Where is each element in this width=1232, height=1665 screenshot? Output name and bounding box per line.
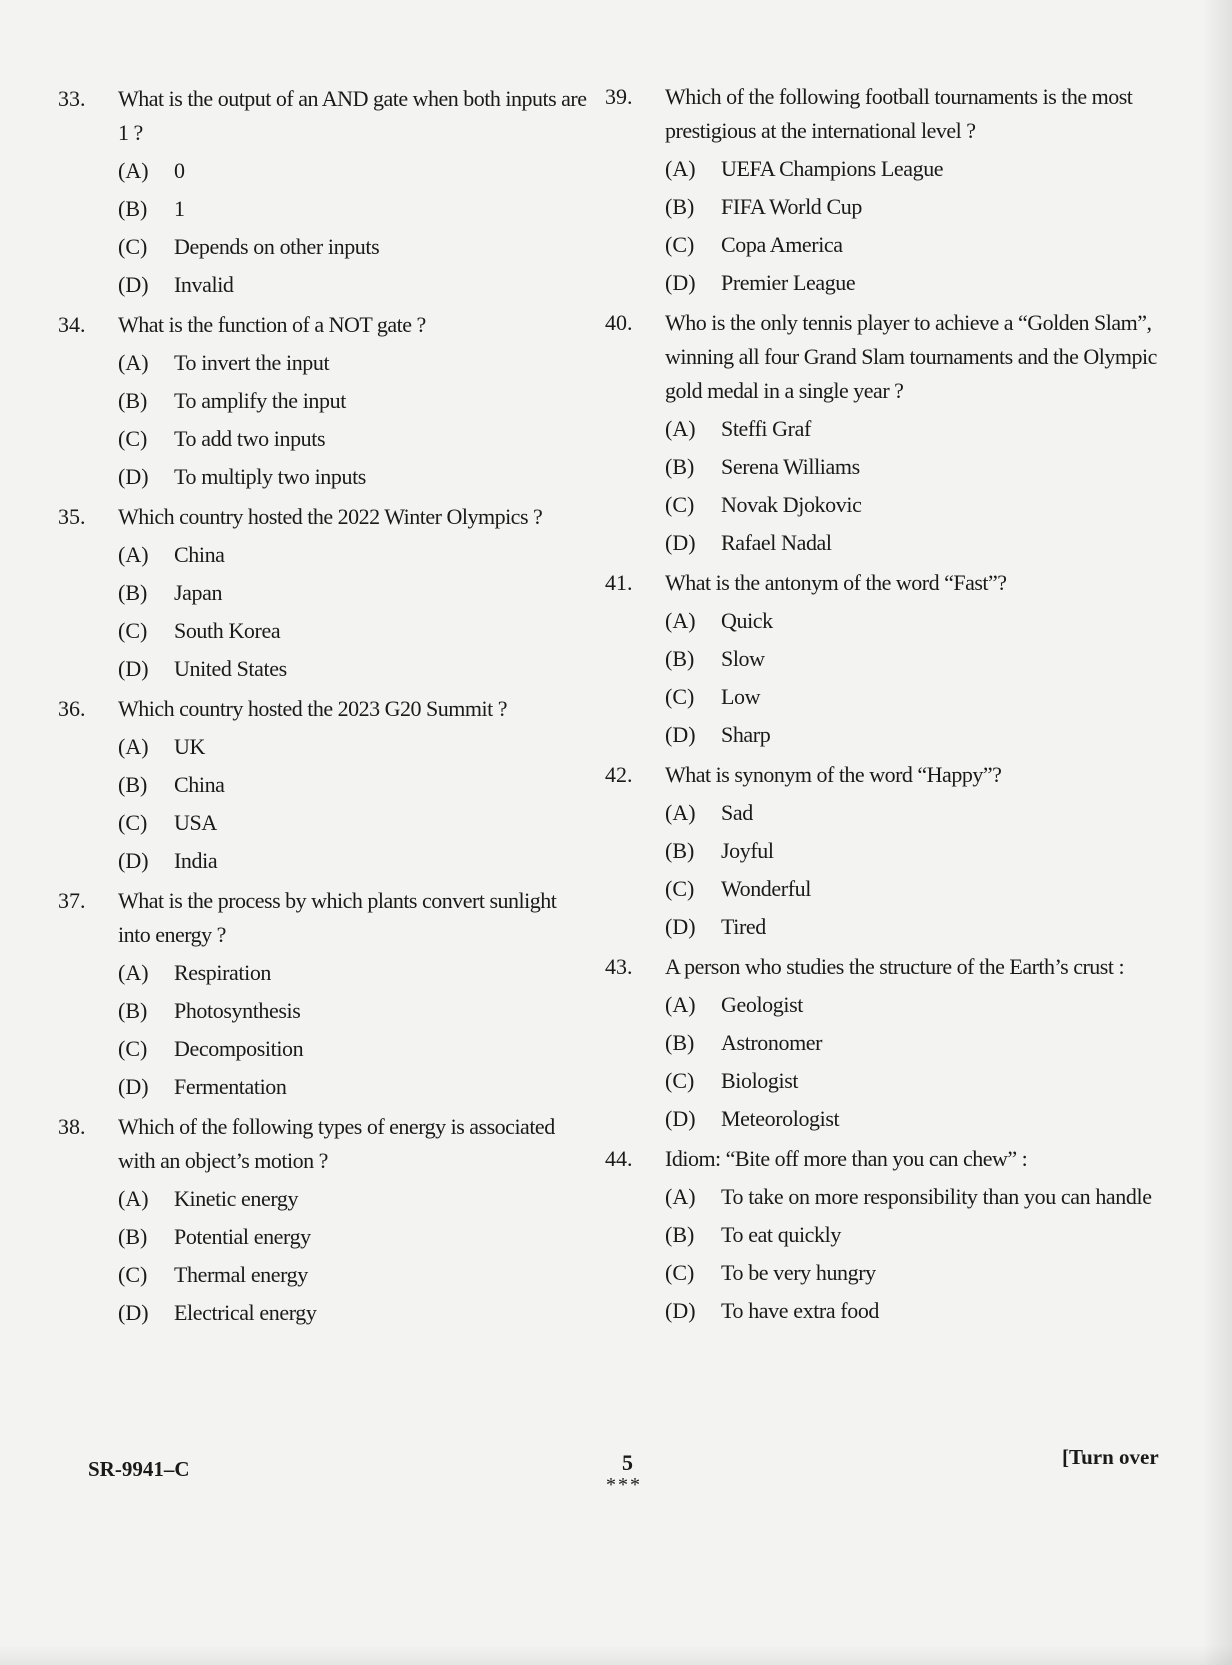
- question-header: [58, 884, 588, 952]
- option-text: China: [174, 772, 225, 797]
- option-text: UK: [174, 734, 205, 759]
- question-number: 44.: [605, 1146, 633, 1171]
- option-letter: (C): [118, 426, 148, 451]
- question-header: [58, 692, 588, 726]
- option-letter: (B): [118, 580, 148, 605]
- option-letter: (B): [665, 1222, 695, 1247]
- option-text: To multiply two inputs: [174, 464, 366, 489]
- option-letter: (C): [118, 810, 148, 835]
- option-text: Joyful: [721, 838, 774, 863]
- answer-option: [118, 230, 588, 264]
- question-text: Which of the following football tournaments is the most prestigious at the international level ?: [665, 84, 1133, 143]
- option-text: Photosynthesis: [174, 998, 301, 1023]
- option-letter: (D): [118, 656, 149, 681]
- option-letter: (B): [118, 388, 148, 413]
- option-text: Quick: [721, 608, 773, 633]
- question-text: Which of the following types of energy is associated with an object’s motion ?: [118, 1114, 555, 1173]
- question-text: What is the function of a NOT gate ?: [118, 312, 426, 337]
- option-text: Meteorologist: [721, 1106, 840, 1131]
- option-text: South Korea: [174, 618, 281, 643]
- question-header: [605, 758, 1175, 792]
- question-item: [58, 884, 588, 1104]
- option-text: Sad: [721, 800, 753, 825]
- answer-option: [665, 1256, 1175, 1290]
- option-text: UEFA Champions League: [721, 156, 944, 181]
- question-item: [58, 308, 588, 494]
- option-letter: (C): [665, 1068, 695, 1093]
- option-letter: (A): [665, 992, 696, 1017]
- option-letter: (B): [665, 1030, 695, 1055]
- question-item: [58, 500, 588, 686]
- question-text: What is the antonym of the word “Fast”?: [665, 570, 1007, 595]
- option-text: Wonderful: [721, 876, 811, 901]
- answer-option: [118, 346, 588, 380]
- answer-option: [665, 1064, 1175, 1098]
- option-letter: (C): [665, 492, 695, 517]
- option-text: Electrical energy: [174, 1300, 317, 1325]
- answer-option: [118, 576, 588, 610]
- option-letter: (B): [665, 194, 695, 219]
- answer-option: [665, 1102, 1175, 1136]
- question-number: 39.: [605, 84, 633, 109]
- answer-option: [665, 266, 1175, 300]
- option-text: Slow: [721, 646, 765, 671]
- option-text: Japan: [174, 580, 223, 605]
- option-letter: (A): [665, 156, 696, 181]
- question-item: [605, 758, 1175, 944]
- option-letter: (B): [665, 646, 695, 671]
- option-text: Fermentation: [174, 1074, 287, 1099]
- answer-option: [665, 872, 1175, 906]
- option-text: To take on more responsibility than you can handle: [721, 1184, 1152, 1209]
- question-text: What is the process by which plants convert sunlight into energy ?: [118, 888, 557, 947]
- option-letter: (D): [118, 1300, 149, 1325]
- answer-option: [665, 1218, 1175, 1252]
- option-text: Novak Djokovic: [721, 492, 862, 517]
- answer-option: [665, 834, 1175, 868]
- question-text: Which country hosted the 2023 G20 Summit ?: [118, 696, 507, 721]
- question-item: [58, 82, 588, 302]
- option-text: To eat quickly: [721, 1222, 841, 1247]
- answer-option: [665, 642, 1175, 676]
- option-text: To have extra food: [721, 1298, 880, 1323]
- question-header: [605, 306, 1175, 408]
- option-letter: (D): [665, 1106, 696, 1131]
- question-item: [605, 1142, 1175, 1328]
- page-edge-shadow: [1202, 0, 1232, 1665]
- page-bottom-shadow: [0, 1645, 1232, 1665]
- question-item: [605, 566, 1175, 752]
- question-header: [58, 1110, 588, 1178]
- question-text: What is the output of an AND gate when both inputs are 1 ?: [118, 86, 587, 145]
- option-letter: (C): [118, 618, 148, 643]
- page-number: 5: [622, 1450, 633, 1475]
- question-number: 36.: [58, 696, 86, 721]
- option-text: Steffi Graf: [721, 416, 811, 441]
- option-text: Tired: [721, 914, 766, 939]
- answer-option: [665, 488, 1175, 522]
- option-text: USA: [174, 810, 217, 835]
- option-letter: (C): [118, 1036, 148, 1061]
- option-text: 0: [174, 158, 185, 183]
- option-text: To add two inputs: [174, 426, 326, 451]
- answer-option: [665, 910, 1175, 944]
- answer-option: [118, 1296, 588, 1330]
- question-item: [605, 306, 1175, 560]
- question-header: [58, 82, 588, 150]
- paper-code: SR-9941–C: [88, 1457, 190, 1481]
- option-letter: (B): [665, 838, 695, 863]
- option-text: Kinetic energy: [174, 1186, 299, 1211]
- option-text: Low: [721, 684, 761, 709]
- option-text: Geologist: [721, 992, 803, 1017]
- option-text: To amplify the input: [174, 388, 346, 413]
- question-number: 37.: [58, 888, 86, 913]
- option-letter: (D): [665, 530, 696, 555]
- option-letter: (A): [665, 608, 696, 633]
- answer-option: [118, 956, 588, 990]
- answer-option: [118, 652, 588, 686]
- question-item: [58, 692, 588, 878]
- option-letter: (D): [665, 270, 696, 295]
- option-letter: (D): [118, 1074, 149, 1099]
- turn-over-note: [Turn over: [1062, 1445, 1159, 1469]
- option-letter: (A): [665, 416, 696, 441]
- answer-option: [118, 268, 588, 302]
- question-item: [58, 1110, 588, 1330]
- option-letter: (C): [665, 876, 695, 901]
- option-letter: (D): [665, 722, 696, 747]
- question-number: 43.: [605, 954, 633, 979]
- answer-option: [118, 614, 588, 648]
- answer-option: [665, 526, 1175, 560]
- left-question-column: [58, 82, 588, 1336]
- option-text: Sharp: [721, 722, 771, 747]
- answer-option: [118, 1258, 588, 1292]
- option-text: Serena Williams: [721, 454, 860, 479]
- question-header: [605, 566, 1175, 600]
- option-text: United States: [174, 656, 287, 681]
- answer-option: [118, 460, 588, 494]
- option-letter: (A): [118, 350, 149, 375]
- option-text: Invalid: [174, 272, 234, 297]
- question-header: [58, 500, 588, 534]
- option-text: FIFA World Cup: [721, 194, 862, 219]
- answer-option: [118, 730, 588, 764]
- option-text: To be very hungry: [721, 1260, 876, 1285]
- answer-option: [118, 422, 588, 456]
- option-text: Astronomer: [721, 1030, 823, 1055]
- answer-option: [665, 1180, 1175, 1214]
- question-item: [605, 950, 1175, 1136]
- option-letter: (D): [118, 272, 149, 297]
- answer-option: [665, 412, 1175, 446]
- option-letter: (A): [118, 542, 149, 567]
- answer-option: [665, 718, 1175, 752]
- end-stars: ***: [606, 1474, 642, 1496]
- question-text: What is synonym of the word “Happy”?: [665, 762, 1002, 787]
- option-letter: (D): [118, 464, 149, 489]
- answer-option: [118, 538, 588, 572]
- question-header: [58, 308, 588, 342]
- option-letter: (A): [118, 960, 149, 985]
- question-number: 42.: [605, 762, 633, 787]
- option-text: Respiration: [174, 960, 272, 985]
- answer-option: [665, 190, 1175, 224]
- question-number: 33.: [58, 86, 86, 111]
- option-letter: (A): [665, 1184, 696, 1209]
- option-letter: (C): [118, 1262, 148, 1287]
- option-text: Decomposition: [174, 1036, 304, 1061]
- question-text: Which country hosted the 2022 Winter Olympics ?: [118, 504, 543, 529]
- option-letter: (D): [118, 848, 149, 873]
- option-text: India: [174, 848, 218, 873]
- option-text: 1: [174, 196, 185, 221]
- option-letter: (C): [665, 1260, 695, 1285]
- option-text: Thermal energy: [174, 1262, 308, 1287]
- option-text: Rafael Nadal: [721, 530, 832, 555]
- option-letter: (B): [118, 1224, 148, 1249]
- right-question-column: [605, 80, 1175, 1334]
- option-letter: (C): [665, 684, 695, 709]
- option-text: Premier League: [721, 270, 856, 295]
- option-text: To invert the input: [174, 350, 330, 375]
- option-letter: (A): [118, 734, 149, 759]
- answer-option: [118, 1032, 588, 1066]
- option-letter: (B): [118, 196, 148, 221]
- question-number: 41.: [605, 570, 633, 595]
- question-text: Idiom: “Bite off more than you can chew” :: [665, 1146, 1028, 1171]
- option-letter: (A): [665, 800, 696, 825]
- option-text: Biologist: [721, 1068, 799, 1093]
- answer-option: [118, 1070, 588, 1104]
- answer-option: [118, 806, 588, 840]
- answer-option: [665, 988, 1175, 1022]
- answer-option: [118, 154, 588, 188]
- question-text: A person who studies the structure of the Earth’s crust :: [665, 954, 1125, 979]
- answer-option: [118, 994, 588, 1028]
- answer-option: [665, 1026, 1175, 1060]
- question-header: [605, 1142, 1175, 1176]
- option-letter: (D): [665, 914, 696, 939]
- answer-option: [118, 768, 588, 802]
- option-letter: (B): [665, 454, 695, 479]
- question-text: Who is the only tennis player to achieve a “Golden Slam”, winning all four Grand Slam tournaments and the Olympic gold medal in a single year ?: [665, 310, 1157, 403]
- answer-option: [665, 152, 1175, 186]
- question-number: 35.: [58, 504, 86, 529]
- question-header: [605, 950, 1175, 984]
- question-header: [605, 80, 1175, 148]
- question-number: 40.: [605, 310, 633, 335]
- answer-option: [118, 1220, 588, 1254]
- answer-option: [665, 604, 1175, 638]
- option-letter: (C): [118, 234, 148, 259]
- option-letter: (A): [118, 1186, 149, 1211]
- option-letter: (D): [665, 1298, 696, 1323]
- option-text: Potential energy: [174, 1224, 311, 1249]
- answer-option: [118, 192, 588, 226]
- question-number: 38.: [58, 1114, 86, 1139]
- answer-option: [118, 1182, 588, 1216]
- answer-option: [665, 1294, 1175, 1328]
- answer-option: [118, 384, 588, 418]
- answer-option: [665, 228, 1175, 262]
- answer-option: [665, 450, 1175, 484]
- option-text: Depends on other inputs: [174, 234, 380, 259]
- option-letter: (A): [118, 158, 149, 183]
- option-letter: (B): [118, 998, 148, 1023]
- question-number: 34.: [58, 312, 86, 337]
- answer-option: [665, 796, 1175, 830]
- option-text: Copa America: [721, 232, 843, 257]
- question-item: [605, 80, 1175, 300]
- option-text: China: [174, 542, 225, 567]
- option-letter: (C): [665, 232, 695, 257]
- answer-option: [665, 680, 1175, 714]
- answer-option: [118, 844, 588, 878]
- option-letter: (B): [118, 772, 148, 797]
